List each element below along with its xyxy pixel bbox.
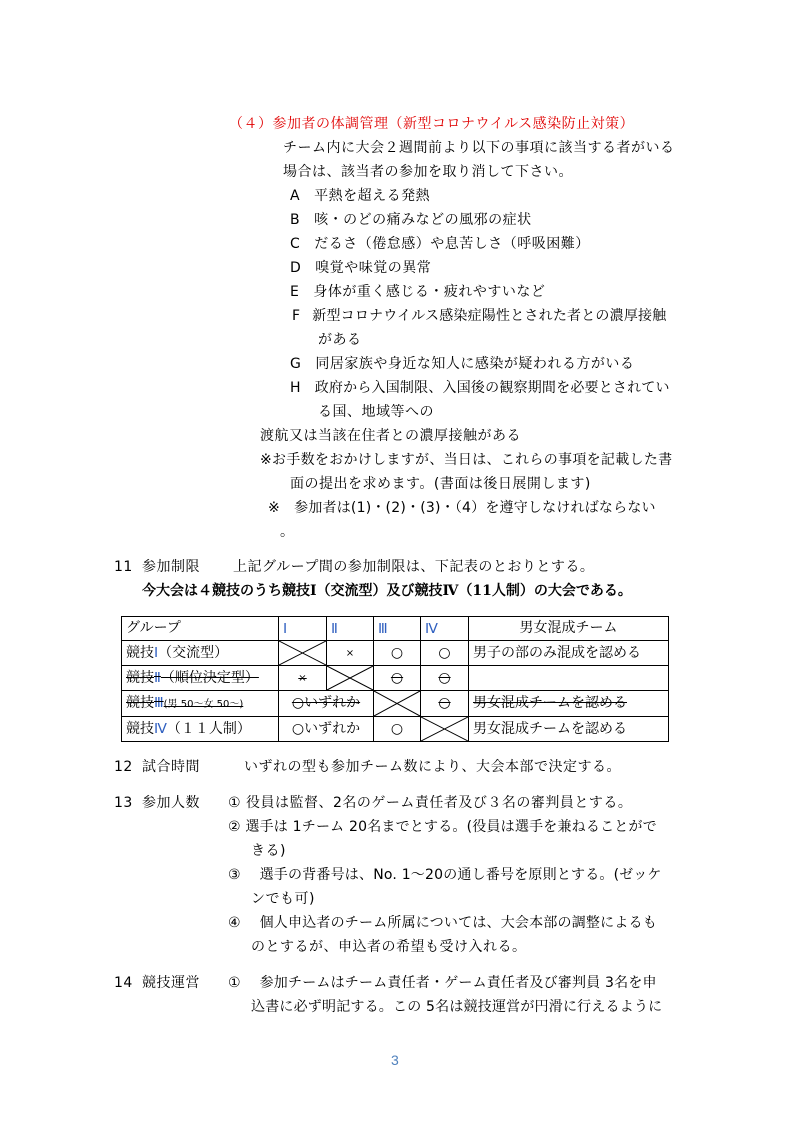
table-header-row — [122, 617, 669, 641]
cell-value: × — [327, 641, 374, 666]
section-13-item-1: ① 役員は監督、2名のゲーム責任者及び３名の審判員とする。 — [228, 795, 633, 811]
symptom-letter: F — [292, 308, 301, 324]
symptom-letter: C — [290, 236, 301, 252]
mixed-team-cell: 男子の部のみ混成を認める — [469, 641, 669, 666]
symptom-letter: G — [290, 356, 302, 372]
symptom-item — [290, 283, 545, 301]
cell-value: × — [279, 666, 327, 691]
cross-cell — [421, 717, 469, 742]
symptom-item — [290, 259, 431, 277]
group-suffix: （１１人制） — [166, 721, 251, 737]
table-row-struck — [122, 666, 669, 691]
section-14-title: 競技運営 — [142, 975, 200, 991]
diagonal-cross — [327, 666, 373, 690]
group-prefix: 競技 — [126, 721, 154, 737]
cell-value: ○ — [421, 641, 469, 666]
symptom-letter: A — [290, 188, 301, 204]
cross-cell — [279, 641, 327, 666]
header-roman-1: Ⅰ — [279, 617, 327, 641]
group-prefix: 競技 — [126, 670, 154, 686]
diagonal-cross — [374, 691, 420, 716]
mixed-team-cell — [469, 666, 669, 691]
symptom-letter: B — [290, 212, 301, 228]
symptom-text: だるさ（倦怠感）や息苦しさ（呼吸困難） — [314, 236, 590, 252]
cell-value: ○いずれか — [279, 691, 374, 717]
section-12-number: 12 — [114, 759, 133, 775]
symptom-item — [290, 211, 532, 229]
group-roman: Ⅰ — [154, 644, 159, 660]
section-11-title: 参加制限 — [142, 559, 200, 575]
header-roman-4: Ⅳ — [421, 617, 469, 641]
section-11-bold-note: 今大会は４競技のうち競技Ⅰ（交流型）及び競技Ⅳ（11人制）の大会である。 — [142, 583, 632, 599]
group-roman: Ⅱ — [154, 669, 161, 685]
note-line-3: ※ 参加者は(1)・(2)・(3)・（4）を遵守しなければならない — [268, 500, 656, 516]
group-restriction-table — [121, 616, 669, 742]
mixed-team-cell: 男女混成チームを認める — [469, 717, 669, 742]
symptom-text: 咳・のどの痛みなどの風邪の症状 — [314, 212, 532, 228]
section-13-item-4: ④ 個人申込者のチーム所属については、大会本部の調整によるも — [228, 915, 657, 931]
section-14-item-1: ① 参加チームはチーム責任者・ゲーム責任者及び審判員 3名を申 — [228, 975, 657, 991]
table-row-struck — [122, 691, 669, 717]
group-suffix: （順位決定型） — [160, 670, 259, 686]
table-row — [122, 641, 669, 666]
group-cell — [122, 717, 279, 742]
symptom-letter: E — [290, 284, 300, 300]
symptom-text: 身体が重く感じる・疲れやすいなど — [313, 284, 546, 300]
cell-value: ○ — [374, 717, 421, 742]
diagonal-cross — [421, 717, 468, 741]
cross-cell — [327, 666, 374, 691]
symptom-item — [290, 187, 430, 205]
section-13-item-4-continuation: のとするが、申込者の希望も受け入れる。 — [251, 939, 527, 955]
header-roman-2: Ⅱ — [327, 617, 374, 641]
mixed-team-cell: 男女混成チームを認める — [469, 691, 669, 717]
cell-value: ○ — [374, 641, 421, 666]
group-cell — [122, 691, 279, 717]
symptom-item — [292, 307, 666, 325]
section-13-number: 13 — [114, 795, 133, 811]
cross-cell — [374, 691, 421, 717]
cell-value: ○ — [421, 666, 469, 691]
group-suffix: （交流型） — [158, 645, 229, 661]
symptom-text: 新型コロナウイルス感染症陽性とされた者との濃厚接触 — [312, 308, 667, 324]
table-row — [122, 717, 669, 742]
note-line-1: ※お手数をおかけしますが、当日は、これらの事項を記載した書 — [260, 452, 673, 468]
cell-value: ○ — [421, 691, 469, 717]
cell-value: ○ — [374, 666, 421, 691]
symptom-text: 同居家族や身近な知人に感染が疑われる方がいる — [315, 356, 635, 372]
group-cell — [122, 666, 279, 691]
symptom-item — [290, 355, 634, 373]
symptom-item-f-continuation: がある — [318, 332, 362, 348]
symptom-item-h-continuation: る国、地域等への — [318, 404, 434, 420]
symptom-text: 平熱を超える発熱 — [314, 188, 431, 204]
header-roman-3: Ⅲ — [374, 617, 421, 641]
note-line-2: 面の提出を求めます。(書面は後日展開します) — [290, 476, 591, 492]
section-13-item-2-continuation: きる) — [251, 843, 286, 859]
group-roman: Ⅲ — [154, 694, 164, 710]
group-prefix: 競技 — [126, 645, 154, 661]
group-suffix: (男 50～女 50～) — [163, 699, 244, 710]
symptom-item — [290, 235, 590, 253]
section-4-intro-line-1: チーム内に大会２週間前より以下の事項に該当する者がいる — [283, 140, 675, 156]
section-13-title: 参加人数 — [142, 795, 200, 811]
symptom-item-h-continuation-2: 渡航又は当該在住者との濃厚接触がある — [260, 428, 521, 444]
section-11-number: 11 — [114, 559, 133, 575]
section-13-item-3: ③ 選手の背番号は、No. 1～20の通し番号を原則とする。(ゼッケ — [228, 867, 662, 883]
symptom-letter: D — [290, 260, 302, 276]
symptom-text: 政府から入国制限、入国後の観察期間を必要とされてい — [314, 380, 670, 396]
diagonal-cross — [279, 641, 326, 665]
section-13-item-2: ② 選手は 1チーム 20名までとする。(役員は選手を兼ねることがで — [228, 819, 657, 835]
section-4-intro-line-2: 場合は、該当者の参加を取り消して下さい。 — [283, 164, 573, 180]
group-prefix: 競技 — [126, 695, 154, 711]
group-roman: Ⅳ — [154, 720, 167, 736]
cell-value: ○いずれか — [279, 717, 374, 742]
symptom-letter: H — [290, 380, 301, 396]
symptom-item — [290, 379, 670, 397]
header-group: グループ — [122, 617, 279, 641]
group-cell — [122, 641, 279, 666]
page-number: 3 — [391, 1052, 399, 1068]
section-14-number: 14 — [114, 975, 133, 991]
note-line-4: 。 — [280, 524, 295, 540]
symptom-text: 嗅覚や味覚の異常 — [315, 260, 432, 276]
section-12-title: 試合時間 — [142, 759, 200, 775]
section-13-item-3-continuation: ンでも可) — [251, 891, 315, 907]
section-14-item-1-continuation: 込書に必ず明記する。この 5名は競技運営が円滑に行えるように — [251, 999, 663, 1015]
section-4-heading: （４）参加者の体調管理（新型コロナウイルス感染防止対策） — [229, 116, 635, 132]
header-mixed-team: 男女混成チーム — [469, 617, 669, 641]
section-11-text: 上記グループ間の参加制限は、下記表のとおりとする。 — [233, 559, 595, 575]
section-12-text: いずれの型も参加チーム数により、大会本部で決定する。 — [244, 759, 621, 775]
